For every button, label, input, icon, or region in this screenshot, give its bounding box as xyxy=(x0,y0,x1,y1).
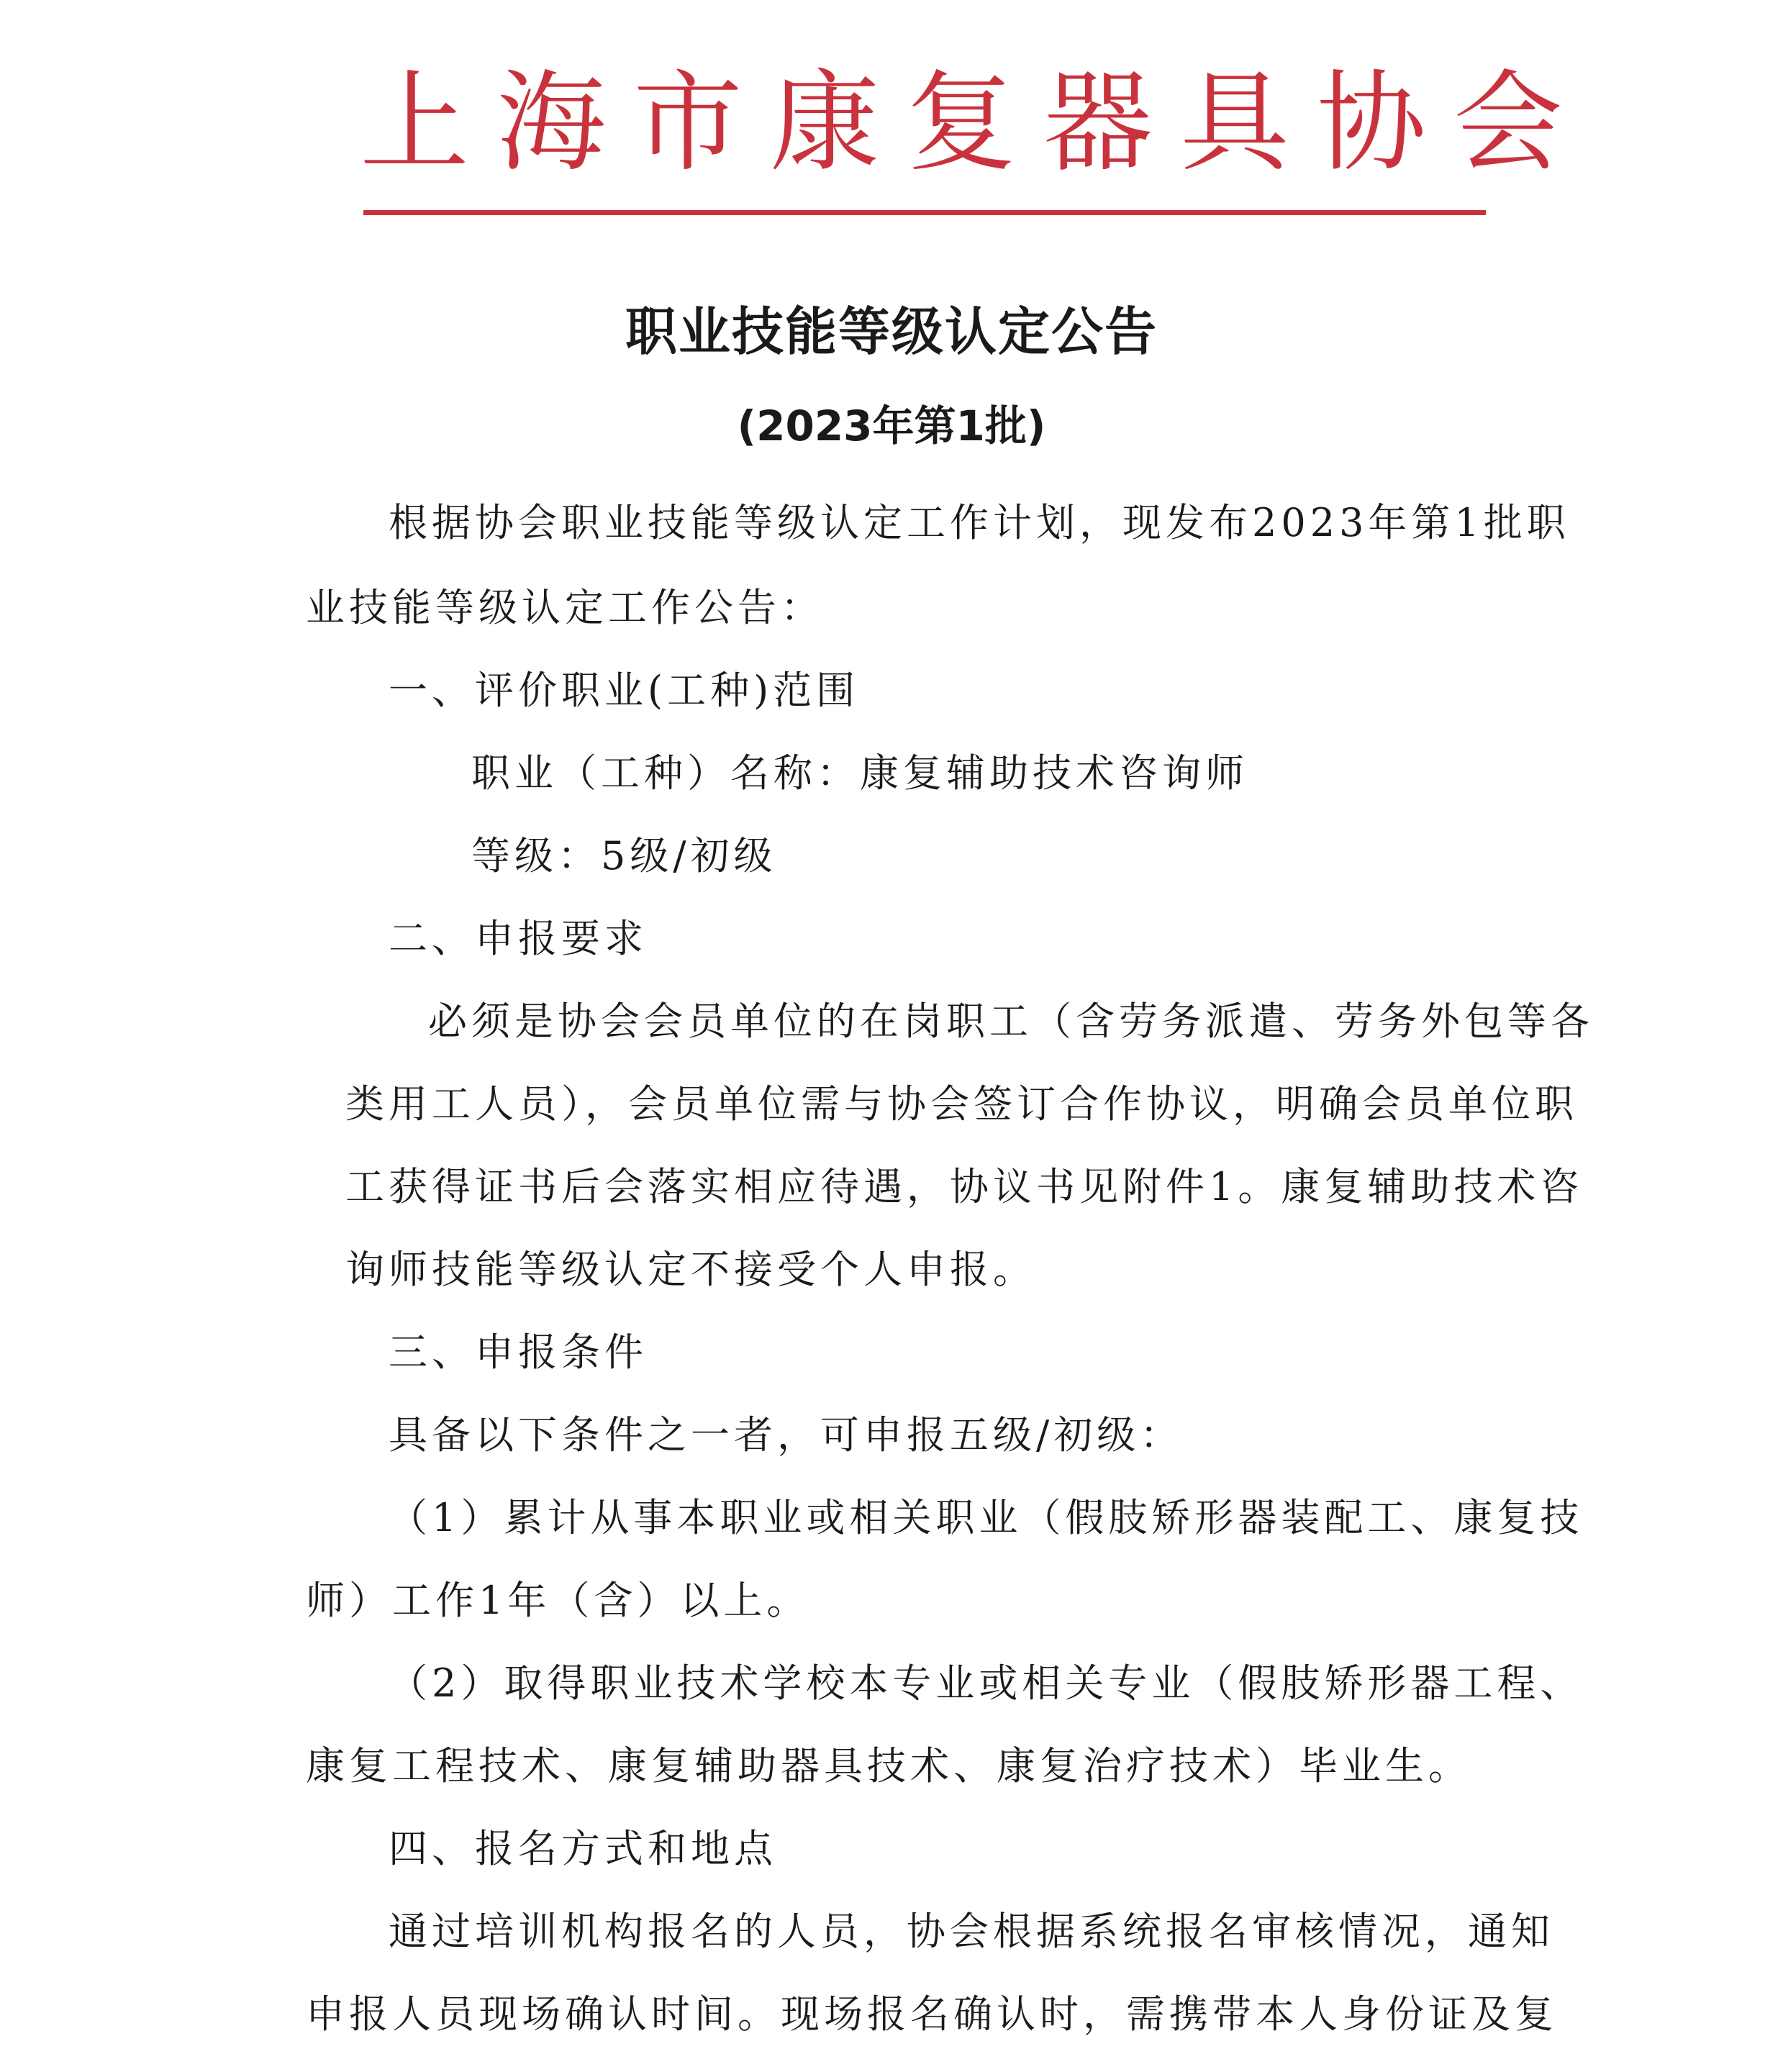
document-title: 职业技能等级认定公告 xyxy=(625,301,1158,362)
body-line: 根据协会职业技能等级认定工作计划，现发布2023年第1批职 xyxy=(389,500,1570,545)
body-line: 工获得证书后会落实相应待遇，协议书见附件1。康复辅助技术咨 xyxy=(345,1164,1584,1209)
body-line: 具备以下条件之一者，可申报五级/初级： xyxy=(389,1412,1184,1458)
section-heading: 四、报名方式和地点 xyxy=(389,1826,777,1871)
body-line: 康复工程技术、康复辅助器具技术、康复治疗技术）毕业生。 xyxy=(306,1743,1471,1789)
body-line: （1）累计从事本职业或相关职业（假肢矫形器装配工、康复技 xyxy=(389,1495,1584,1540)
body-line: 师）工作1年（含）以上。 xyxy=(306,1578,810,1623)
body-line: （2）取得职业技术学校本专业或相关专业（假肢矫形器工程、 xyxy=(389,1660,1584,1706)
body-line: 必须是协会会员单位的在岗职工（含劳务派遣、劳务外包等各 xyxy=(428,999,1594,1044)
body-line: 等级：5级/初级 xyxy=(471,833,777,878)
body-line: 询师技能等级认定不接受个人申报。 xyxy=(345,1247,1036,1292)
document-subtitle: (2023年第1批) xyxy=(737,401,1046,450)
body-line: 业技能等级认定工作公告： xyxy=(306,585,824,630)
body-line: 类用工人员），会员单位需与协会签订合作协议，明确会员单位职 xyxy=(345,1081,1578,1127)
letterhead-divider xyxy=(363,210,1486,215)
letterhead-org-name: 上海市康复器具协会 xyxy=(360,59,1590,186)
section-heading: 三、申报条件 xyxy=(389,1330,648,1375)
body-line: 申报人员现场确认时间。现场报名确认时，需携带本人身份证及复 xyxy=(306,1991,1558,2037)
section-heading: 二、申报要求 xyxy=(389,916,648,961)
body-line: 职业（工种）名称：康复辅助技术咨询师 xyxy=(471,750,1248,796)
body-line: 通过培训机构报名的人员，协会根据系统报名审核情况，通知 xyxy=(389,1909,1554,1954)
section-heading: 一、评价职业(工种)范围 xyxy=(389,668,860,713)
